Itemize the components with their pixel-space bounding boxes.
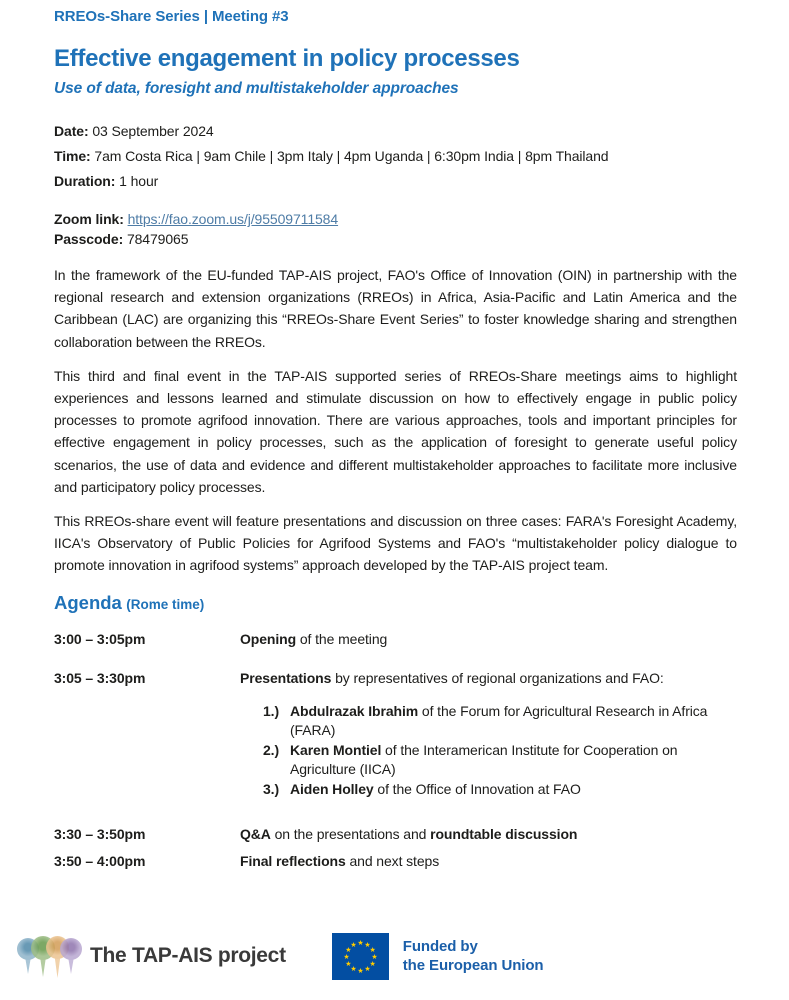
agenda-title: Agenda [54, 591, 122, 613]
event-meta [54, 119, 737, 194]
agenda-row-final [54, 851, 737, 871]
svg-text:★: ★ [343, 952, 350, 961]
speaker-number: 3.) [263, 780, 280, 797]
list-item [263, 741, 735, 780]
list-item [263, 780, 735, 800]
speaker-number: 2.) [263, 741, 280, 758]
tap-pin-purple-icon [60, 938, 82, 960]
svg-text:★: ★ [371, 952, 378, 961]
agenda-desc-bold2: roundtable discussion [430, 826, 578, 843]
svg-text:★: ★ [350, 964, 357, 973]
agenda-table [54, 629, 737, 872]
svg-text:★: ★ [364, 940, 371, 949]
agenda-desc-text: of the meeting [296, 630, 388, 647]
svg-text:★: ★ [357, 966, 364, 975]
date-value: 03 September 2024 [92, 123, 214, 139]
tap-ais-project-label: The TAP-AIS project [90, 944, 286, 967]
page-title: Effective engagement in policy processes [54, 45, 520, 72]
time-value: 7am Costa Rica | 9am Chile | 3pm Italy | 4pm Uganda | 6:30pm India | 8pm Thailand [94, 148, 609, 164]
zoom-link-line [54, 210, 737, 230]
intro-paragraph-1: In the framework of the EU-funded TAP-AIS project, FAO's Office of Innovation (OIN) in partnership with the regional research and extension organizations (RREOs) in Africa, Asia-Pacific and Latin America and the Caribbean (LAC) are organizing this “RREOs-Share Event Series” to foster knowledge sharing and strengthen collaboration between the RREOs. [54, 267, 737, 350]
speakers-list [263, 702, 735, 800]
agenda-desc-bold: Opening [240, 630, 297, 647]
agenda-desc-text: by representatives of regional organizations and FAO: [331, 669, 664, 686]
footer [15, 926, 775, 986]
duration-value: 1 hour [119, 173, 159, 189]
speaker-text [290, 702, 735, 741]
agenda-description [240, 851, 737, 871]
series-eyebrow: RREOs-Share Series | Meeting #3 [54, 8, 289, 25]
agenda-row-presentations [54, 668, 737, 688]
page-subtitle: Use of data, foresight and multistakeholder approaches [54, 80, 459, 97]
date-label: Date: [54, 123, 89, 139]
agenda-desc-text: and next steps [345, 853, 440, 870]
intro-paragraph-3: This RREOs-share event will feature presentations and discussion on three cases: FARA's Foresight Academy, IICA's Observatory of Public Policies for Agrifood Systems and FAO's “multistakeholder policy dialogue to promote innovation in agrifood systems” approach developed by the TAP-AIS project team. [54, 513, 737, 574]
svg-text:★: ★ [364, 964, 371, 973]
time-line [54, 144, 737, 169]
eu-funded-line1: Funded by [402, 938, 478, 955]
list-item [263, 702, 735, 741]
intro-section [54, 264, 737, 577]
agenda-row-opening [54, 629, 737, 649]
zoom-meeting-link[interactable]: https://fao.zoom.us/j/95509711584 [127, 211, 339, 227]
svg-text:★: ★ [369, 959, 376, 968]
speaker-affiliation: of the Interamerican Institute for Cooperation on Agriculture (IICA) [290, 741, 678, 778]
intro-paragraph-2: This third and final event in the TAP-AIS supported series of RREOs-Share meetings aims to highlight experiences and lessons learned and stimulate discussion on how to effectively engage in public policy processes to promote agrifood innovation. There are various approaches, tools and important principles for effective engagement in policy processes, such as the application of foresight to generate useful policy scenarios, the use of data and evidence and different multistakeholder approaches to facilitate more inclusive and participatory policy processes. [54, 367, 737, 495]
passcode-line [54, 230, 737, 250]
agenda-description [240, 668, 737, 688]
agenda-time: 3:00 – 3:05pm [54, 630, 146, 647]
date-line [54, 119, 737, 144]
duration-line [54, 169, 737, 194]
agenda-description [240, 629, 737, 649]
eu-flag-icon [332, 933, 389, 980]
svg-text:★: ★ [345, 945, 352, 954]
eu-funding-logo-group [332, 933, 544, 980]
svg-text:★: ★ [350, 940, 357, 949]
zoom-details [54, 210, 737, 249]
speaker-name: Karen Montiel [290, 741, 382, 758]
passcode-value: 78479065 [126, 230, 189, 247]
agenda-description [240, 824, 737, 844]
speaker-text [290, 741, 735, 780]
tap-ais-logo-icon [15, 926, 81, 986]
agenda-timezone-note: (Rome time) [126, 596, 205, 612]
eu-funded-label [403, 937, 544, 975]
speaker-text [290, 780, 735, 800]
speaker-number: 1.) [263, 702, 280, 719]
tap-ais-logo-group [15, 926, 286, 986]
speaker-affiliation: of the Forum for Agricultural Research in Africa (FARA) [290, 702, 708, 739]
speaker-name: Aiden Holley [290, 780, 374, 797]
eu-funded-line2: the European Union [402, 957, 544, 974]
agenda-time: 3:50 – 4:00pm [54, 853, 146, 870]
svg-text:★: ★ [357, 938, 364, 947]
agenda-time: 3:05 – 3:30pm [54, 669, 146, 686]
time-label: Time: [54, 148, 91, 164]
agenda-desc-bold: Final reflections [240, 853, 346, 870]
duration-label: Duration: [54, 173, 116, 189]
zoom-link-label: Zoom link: [54, 211, 124, 227]
agenda-desc-text: on the presentations and [270, 826, 431, 843]
agenda-desc-bold: Q&A [240, 826, 271, 843]
svg-text:★: ★ [345, 959, 352, 968]
speaker-affiliation: of the Office of Innovation at FAO [373, 780, 581, 797]
agenda-heading [54, 592, 737, 614]
agenda-time: 3:30 – 3:50pm [54, 826, 146, 843]
speaker-name: Abdulrazak Ibrahim [290, 702, 419, 719]
agenda-desc-bold: Presentations [240, 669, 332, 686]
passcode-label: Passcode: [54, 230, 124, 247]
svg-text:★: ★ [369, 945, 376, 954]
agenda-row-qa [54, 824, 737, 844]
